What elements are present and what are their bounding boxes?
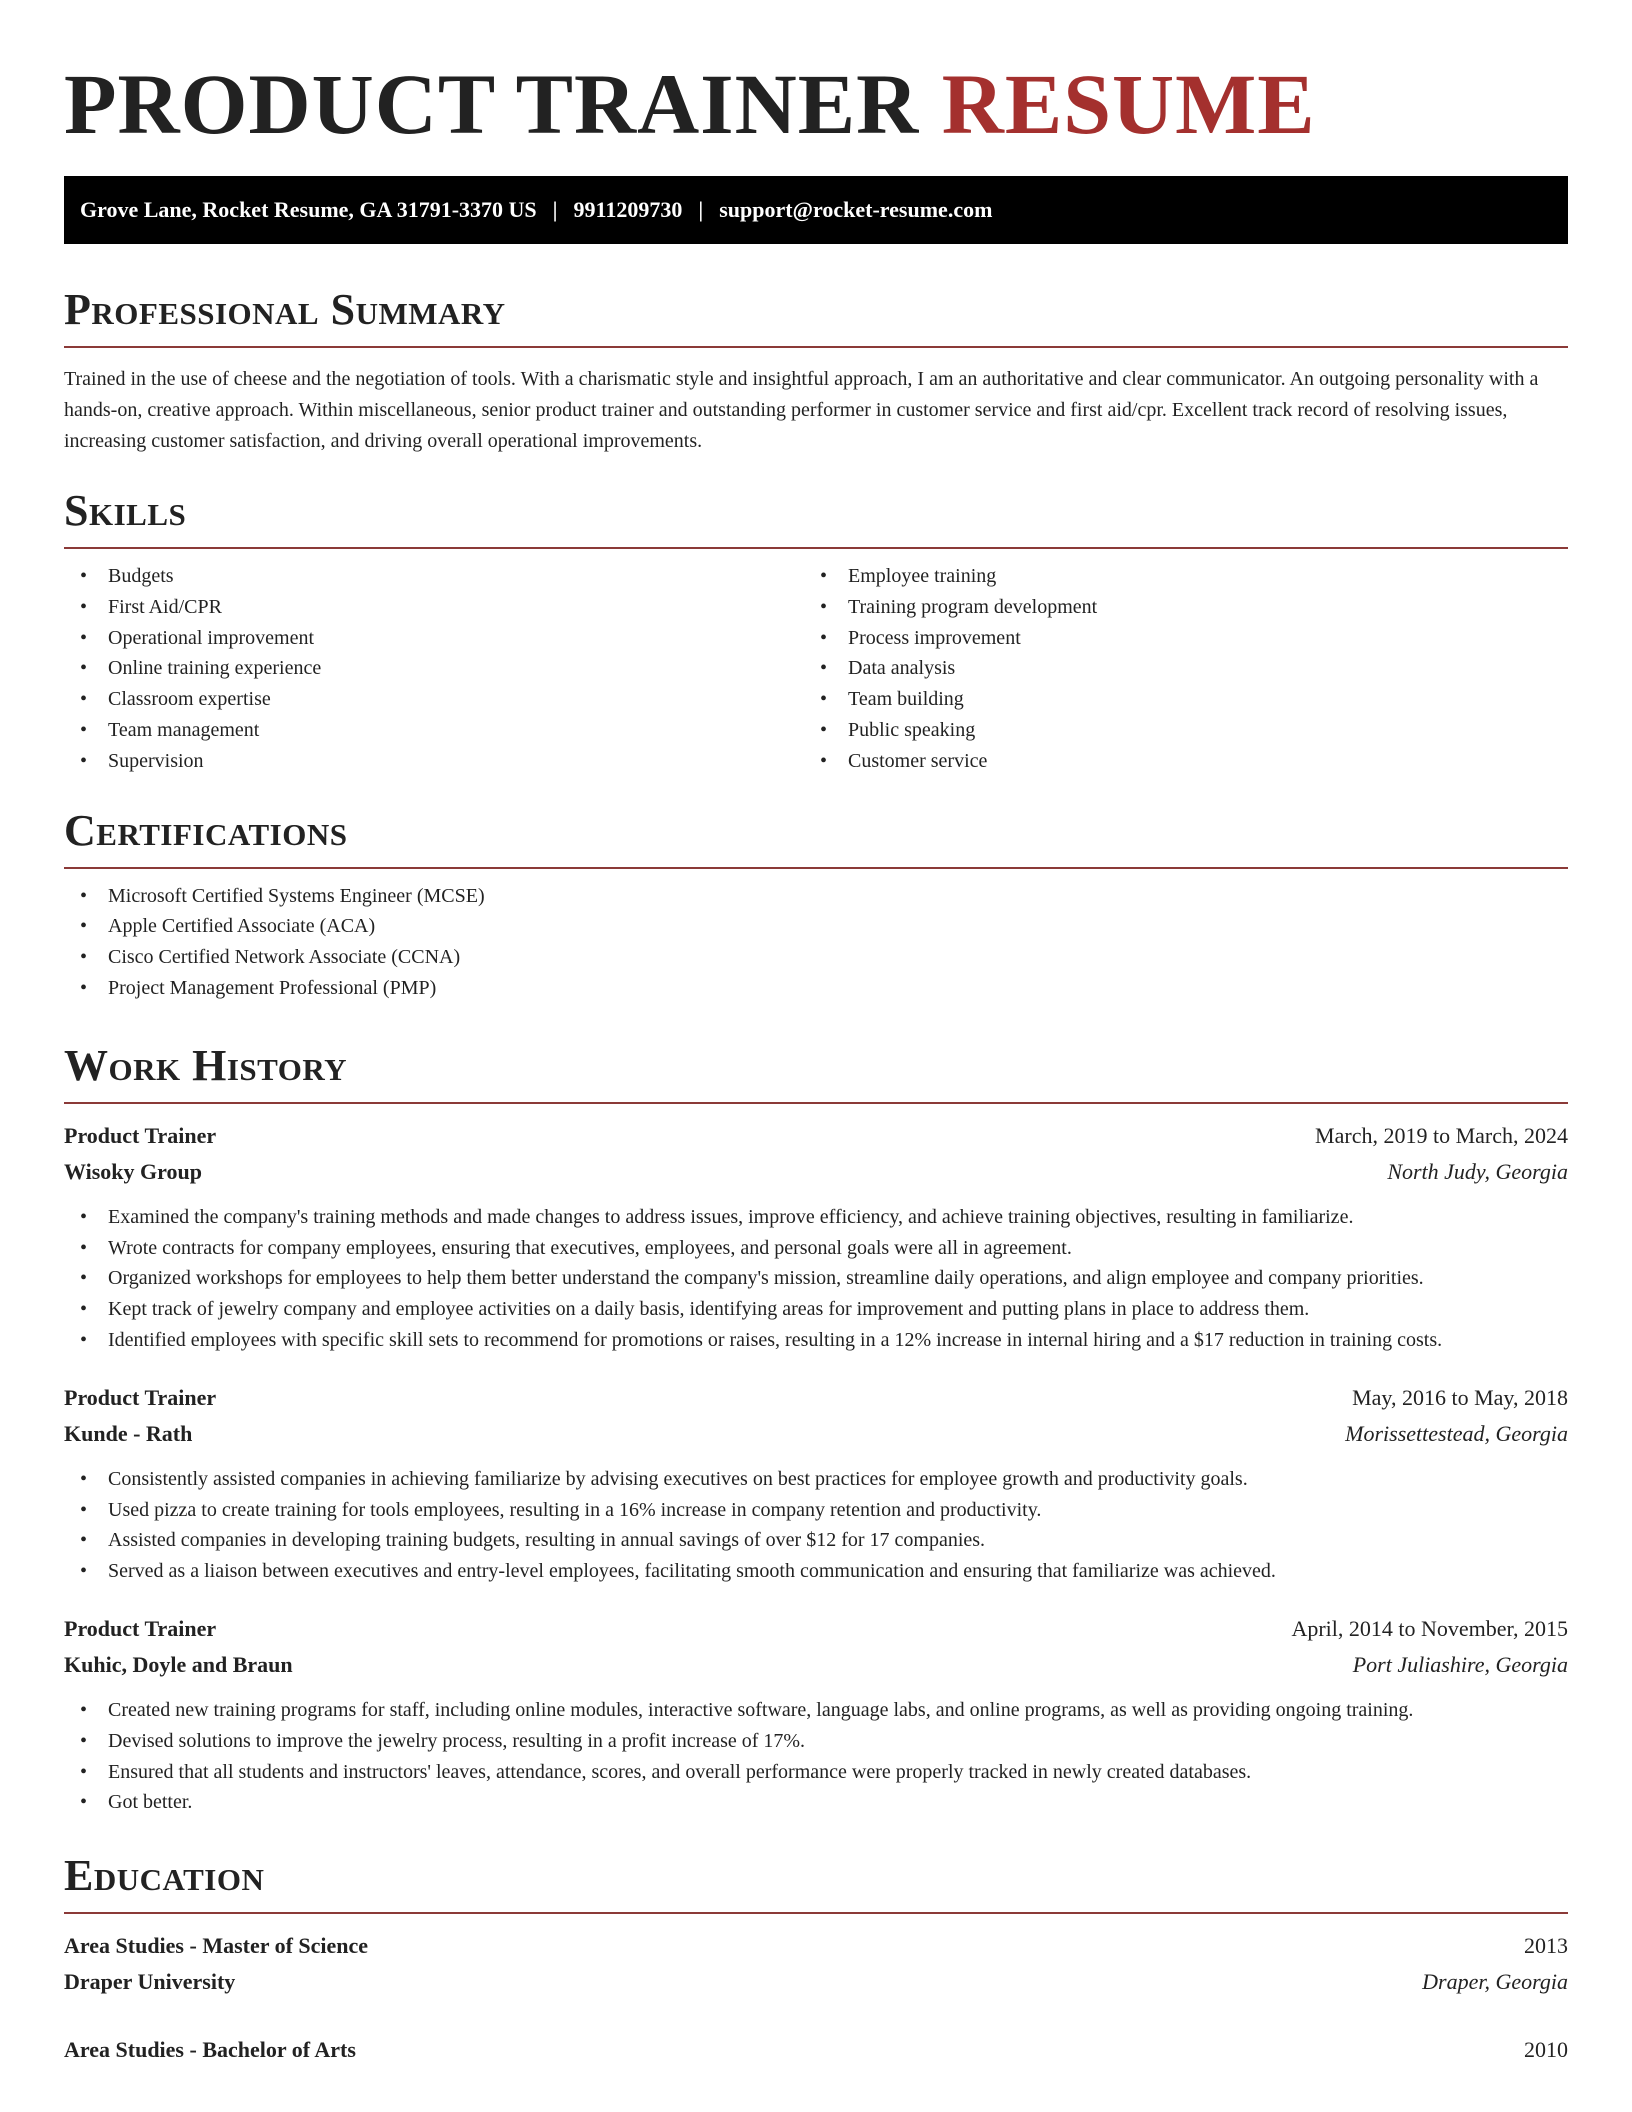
contact-separator: | <box>552 197 558 222</box>
job-entry <box>64 1611 1568 1818</box>
skills-list-left <box>64 561 804 777</box>
job-dates: March, 2019 to March, 2024 <box>1315 1122 1568 1148</box>
job-title: Product Trainer <box>64 1384 217 1410</box>
job-title: Product Trainer <box>64 1122 217 1148</box>
skill-item: • Training program development <box>804 592 1544 623</box>
skill-item: • First Aid/CPR <box>64 592 804 623</box>
title-accent: RESUME <box>941 56 1316 152</box>
education-entry <box>64 1928 1568 2000</box>
education-section <box>64 1850 1568 2068</box>
job-location: Morissettestead, Georgia <box>1345 1420 1568 1446</box>
skills-section <box>64 485 1568 777</box>
skills-columns <box>64 549 1568 777</box>
job-header-row <box>64 1118 1568 1154</box>
job-bullet: • Organized workshops for employees to help them better understand the company's mission, streamline daily operations, and align employee and company priorities. <box>64 1263 1568 1294</box>
skills-column-left <box>64 549 804 777</box>
section-heading-education: Education <box>64 1851 265 1901</box>
skill-item: • Data analysis <box>804 653 1544 684</box>
education-entry <box>64 2032 1568 2068</box>
job-bullets <box>64 1464 1568 1587</box>
job-company-row <box>64 1416 1568 1452</box>
section-heading-certifications: Certifications <box>64 805 348 855</box>
contact-separator: | <box>698 197 704 222</box>
certification-item: • Apple Certified Associate (ACA) <box>64 911 1568 942</box>
skill-item: • Budgets <box>64 561 804 592</box>
education-degree: Area Studies - Bachelor of Arts <box>64 2037 356 2063</box>
job-bullet: • Identified employees with specific skill sets to recommend for promotions or raises, resulting in a 12% increase in internal hiring and a $17 reduction in training costs. <box>64 1325 1568 1356</box>
job-company: Kuhic, Doyle and Braun <box>64 1651 293 1677</box>
education-year: 2010 <box>1524 2037 1568 2063</box>
education-degree: Area Studies - Master of Science <box>64 1933 369 1959</box>
job-dates: May, 2016 to May, 2018 <box>1352 1384 1568 1410</box>
job-title: Product Trainer <box>64 1615 217 1641</box>
skill-item: • Customer service <box>804 746 1544 777</box>
summary-section <box>64 284 1568 457</box>
job-entry <box>64 1380 1568 1587</box>
job-bullet: • Used pizza to create training for tools employees, resulting in a 16% increase in company retention and productivity. <box>64 1495 1568 1526</box>
work-history-section <box>64 1040 1568 1818</box>
education-header-row <box>64 1928 1568 1964</box>
job-bullet: • Wrote contracts for company employees, ensuring that executives, employees, and personal goals were all in agreement. <box>64 1233 1568 1264</box>
job-bullet: • Ensured that all students and instructors' leaves, attendance, scores, and overall performance were properly tracked in newly created databases. <box>64 1757 1568 1788</box>
job-bullet: • Kept track of jewelry company and employee activities on a daily basis, identifying areas for improvement and putting plans in place to address them. <box>64 1294 1568 1325</box>
job-bullet: • Assisted companies in developing training budgets, resulting in annual savings of over $12 for 17 companies. <box>64 1525 1568 1556</box>
job-bullet: • Served as a liaison between executives and entry-level employees, facilitating smooth communication and ensuring that familiarize was achieved. <box>64 1556 1568 1587</box>
job-bullet: • Created new training programs for staff, including online modules, interactive software, language labs, and online programs, as well as providing ongoing training. <box>64 1695 1568 1726</box>
section-heading-work-history: Work History <box>64 1040 348 1090</box>
resume-title <box>64 54 1568 154</box>
job-bullet: • Consistently assisted companies in achieving familiarize by advising executives on best practices for employee growth and productivity goals. <box>64 1464 1568 1495</box>
section-heading-skills: Skills <box>64 486 187 535</box>
contact-bar <box>64 176 1568 244</box>
job-bullets <box>64 1202 1568 1356</box>
certifications-section <box>64 805 1568 1004</box>
job-header-row <box>64 1380 1568 1416</box>
education-school-row <box>64 1964 1568 2000</box>
certification-item: • Project Management Professional (PMP) <box>64 973 1568 1004</box>
skill-item: • Operational improvement <box>64 623 804 654</box>
education-location: Draper, Georgia <box>1422 1969 1568 1995</box>
certification-item: • Microsoft Certified Systems Engineer (MCSE) <box>64 881 1568 912</box>
skill-item: • Team building <box>804 684 1544 715</box>
education-year: 2013 <box>1524 1933 1568 1959</box>
section-divider <box>64 346 1568 348</box>
job-bullet: • Devised solutions to improve the jewelry process, resulting in a profit increase of 17%. <box>64 1726 1568 1757</box>
skill-item: • Process improvement <box>804 623 1544 654</box>
job-entry <box>64 1118 1568 1356</box>
job-dates: April, 2014 to November, 2015 <box>1291 1615 1568 1641</box>
title-main: PRODUCT TRAINER <box>64 56 920 152</box>
contact-email: support@rocket-resume.com <box>719 197 993 222</box>
job-bullet: • Got better. <box>64 1787 1568 1818</box>
contact-phone: 9911209730 <box>573 197 683 222</box>
skill-item: • Classroom expertise <box>64 684 804 715</box>
job-bullet: • Examined the company's training methods and made changes to address issues, improve efficiency, and achieve training objectives, resulting in familiarize. <box>64 1202 1568 1233</box>
job-company: Kunde - Rath <box>64 1420 193 1446</box>
job-bullets <box>64 1695 1568 1818</box>
job-header-row <box>64 1611 1568 1647</box>
skill-item: • Public speaking <box>804 715 1544 746</box>
section-heading-summary: Professional Summary <box>64 285 506 334</box>
job-company-row <box>64 1647 1568 1683</box>
skill-item: • Online training experience <box>64 653 804 684</box>
skills-list-right <box>804 561 1544 777</box>
job-company: Wisoky Group <box>64 1158 202 1184</box>
job-location: North Judy, Georgia <box>1387 1158 1568 1184</box>
education-school: Draper University <box>64 1969 236 1995</box>
contact-address: Grove Lane, Rocket Resume, GA 31791-3370 US <box>80 197 537 222</box>
section-divider <box>64 867 1568 869</box>
skill-item: • Supervision <box>64 746 804 777</box>
job-company-row <box>64 1154 1568 1190</box>
certifications-list <box>64 881 1568 1004</box>
skill-item: • Employee training <box>804 561 1544 592</box>
certification-item: • Cisco Certified Network Associate (CCNA) <box>64 942 1568 973</box>
skill-item: • Team management <box>64 715 804 746</box>
job-location: Port Juliashire, Georgia <box>1352 1651 1568 1677</box>
skills-column-right <box>804 549 1544 777</box>
resume-content <box>64 54 1568 2068</box>
education-header-row <box>64 2032 1568 2068</box>
summary-text: Trained in the use of cheese and the negotiation of tools. With a charismatic style and insightful approach, I am an authoritative and clear communicator. An outgoing personality with a hands-on, creative approach. Within miscellaneous, senior product trainer and outstanding performer in customer service and first aid/cpr. Excellent track record of resolving issues, increasing customer satisfaction, and driving overall operational improvements. <box>64 368 1539 452</box>
